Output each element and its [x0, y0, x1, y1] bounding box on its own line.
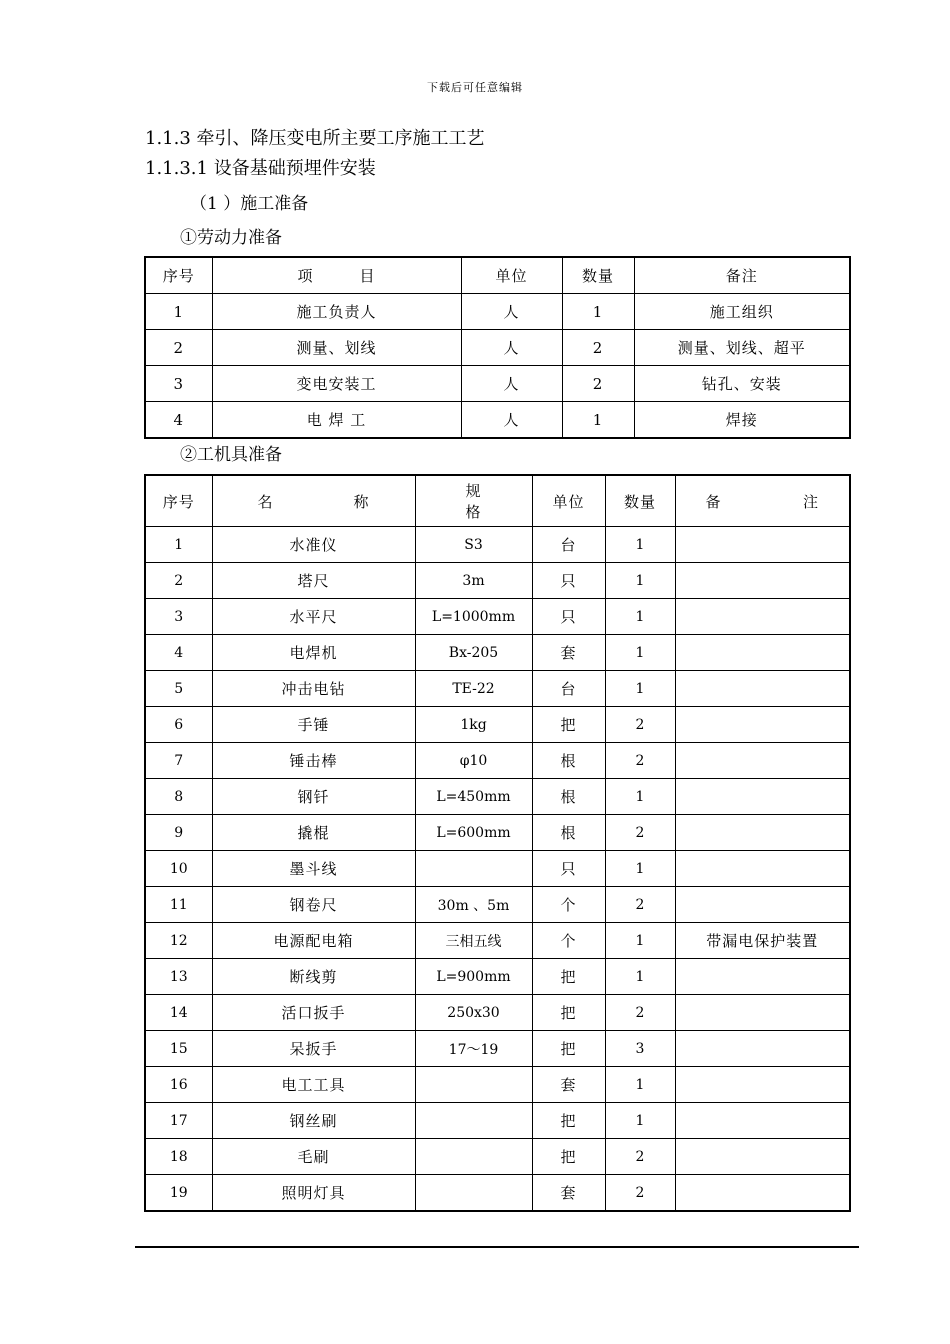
table-cell: 1: [605, 1103, 675, 1139]
table-cell: [675, 707, 850, 743]
table-row: [145, 779, 850, 815]
table-row: [145, 527, 850, 563]
table-cell: 1: [605, 671, 675, 707]
table-cell: 13: [145, 959, 212, 995]
header-cell: 备注: [634, 257, 850, 294]
table-cell: 3m: [415, 563, 532, 599]
table-cell: [675, 527, 850, 563]
table-cell: TE-22: [415, 671, 532, 707]
footer-rule: [135, 1246, 859, 1248]
table-cell: S3: [415, 527, 532, 563]
table-cell: 只: [532, 851, 605, 887]
table-cell: [675, 1175, 850, 1212]
table-cell: 毛刷: [212, 1139, 415, 1175]
table-header-row: [145, 257, 850, 294]
table-cell: [675, 743, 850, 779]
table-cell: [415, 1139, 532, 1175]
header-cell-part: 名: [257, 492, 274, 511]
table-cell: 台: [532, 671, 605, 707]
table-row: [145, 599, 850, 635]
table-cell: 8: [145, 779, 212, 815]
table-cell: [675, 671, 850, 707]
table-cell: 250x30: [415, 995, 532, 1031]
table-cell: 只: [532, 599, 605, 635]
table-cell: 把: [532, 707, 605, 743]
table-cell: 1: [562, 294, 634, 330]
table-row: [145, 330, 850, 366]
table-cell: 钻孔、安装: [634, 366, 850, 402]
table-cell: [675, 887, 850, 923]
table-cell: 变电安装工: [212, 366, 461, 402]
table-cell: 30m 、5m: [415, 887, 532, 923]
table-cell: 1: [605, 527, 675, 563]
table-cell: 16: [145, 1067, 212, 1103]
table-cell: 人: [461, 330, 562, 366]
table-cell: 手锤: [212, 707, 415, 743]
table-cell: 2: [562, 366, 634, 402]
table-row: [145, 707, 850, 743]
table-cell: 17～19: [415, 1031, 532, 1067]
table-cell: 1: [145, 527, 212, 563]
table-cell: 1: [605, 779, 675, 815]
table-cell: 撬棍: [212, 815, 415, 851]
table-cell: 2: [605, 743, 675, 779]
table-cell: 4: [145, 402, 212, 439]
table-cell: 2: [605, 887, 675, 923]
table-cell: 电焊机: [212, 635, 415, 671]
section-heading: 1.1.3 牵引、降压变电所主要工序施工工艺: [145, 128, 485, 149]
table-cell: 1kg: [415, 707, 532, 743]
table-cell: [675, 815, 850, 851]
table-cell: 呆扳手: [212, 1031, 415, 1067]
table-cell: 14: [145, 995, 212, 1031]
header-cell: [415, 475, 532, 527]
table-cell: 15: [145, 1031, 212, 1067]
table-cell: 钢钎: [212, 779, 415, 815]
table-cell: 5: [145, 671, 212, 707]
table-cell: 把: [532, 959, 605, 995]
table-cell: [415, 851, 532, 887]
table-cell: [415, 1103, 532, 1139]
table-cell: 3: [605, 1031, 675, 1067]
table-cell: 把: [532, 995, 605, 1031]
table-cell: 活口扳手: [212, 995, 415, 1031]
table-cell: 6: [145, 707, 212, 743]
subsection-heading: 1.1.3.1 设备基础预埋件安装: [145, 158, 376, 179]
header-cell-part: 注: [802, 492, 819, 511]
table-cell: 台: [532, 527, 605, 563]
labor-table: [144, 256, 851, 439]
table-cell: [675, 959, 850, 995]
table-cell: 钢卷尺: [212, 887, 415, 923]
table-row: [145, 671, 850, 707]
table-cell: 把: [532, 1103, 605, 1139]
table-header-row: [145, 475, 850, 527]
page-header: 下载后可任意编辑: [427, 81, 523, 94]
table-cell: 2: [605, 1139, 675, 1175]
table-cell: 把: [532, 1031, 605, 1067]
table-cell: 测量、划线、超平: [634, 330, 850, 366]
table-cell: [675, 995, 850, 1031]
table-cell: 电源配电箱: [212, 923, 415, 959]
table-row: [145, 635, 850, 671]
table-row: [145, 366, 850, 402]
table-cell: 套: [532, 1175, 605, 1212]
table-cell: 锤击棒: [212, 743, 415, 779]
table-cell: φ10: [415, 743, 532, 779]
table-cell: 电工工具: [212, 1067, 415, 1103]
table-cell: 水平尺: [212, 599, 415, 635]
table-cell: 1: [605, 1067, 675, 1103]
header-cell: 单位: [461, 257, 562, 294]
table-row: [145, 294, 850, 330]
table-cell: 断线剪: [212, 959, 415, 995]
table-cell: Bx-205: [415, 635, 532, 671]
table-row: [145, 923, 850, 959]
labor-title: ①劳动力准备: [180, 228, 282, 248]
table-cell: 7: [145, 743, 212, 779]
table-row: [145, 1103, 850, 1139]
table-cell: L=1000mm: [415, 599, 532, 635]
header-cell-part: 称: [353, 492, 370, 511]
table-cell: 人: [461, 402, 562, 439]
table-row: [145, 851, 850, 887]
tools-table: [144, 474, 851, 1212]
table-cell: 施工组织: [634, 294, 850, 330]
table-cell: 1: [605, 923, 675, 959]
header-cell: [212, 475, 415, 527]
header-cell: [675, 475, 850, 527]
table-cell: 1: [562, 402, 634, 439]
table-cell: [675, 1031, 850, 1067]
table-cell: 焊接: [634, 402, 850, 439]
table-cell: L=600mm: [415, 815, 532, 851]
table-cell: 墨斗线: [212, 851, 415, 887]
table-cell: 1: [605, 959, 675, 995]
table-cell: 2: [605, 707, 675, 743]
table-cell: 冲击电钻: [212, 671, 415, 707]
table-cell: 钢丝刷: [212, 1103, 415, 1139]
header-cell-part: 格: [465, 503, 482, 521]
table-row: [145, 1139, 850, 1175]
table-cell: 个: [532, 887, 605, 923]
table-cell: 测量、划线: [212, 330, 461, 366]
table-cell: 套: [532, 635, 605, 671]
table-cell: [675, 635, 850, 671]
table-cell: 根: [532, 779, 605, 815]
table-row: [145, 1175, 850, 1212]
table-cell: 人: [461, 294, 562, 330]
table-cell: [675, 1067, 850, 1103]
table-cell: L=900mm: [415, 959, 532, 995]
table-cell: 12: [145, 923, 212, 959]
table-cell: 17: [145, 1103, 212, 1139]
header-cell: 序号: [145, 475, 212, 527]
table-cell: 19: [145, 1175, 212, 1212]
table-cell: 1: [145, 294, 212, 330]
table-row: [145, 887, 850, 923]
table-cell: 1: [605, 851, 675, 887]
table-row: [145, 815, 850, 851]
table-cell: 照明灯具: [212, 1175, 415, 1212]
table-cell: 把: [532, 1139, 605, 1175]
table-cell: [675, 851, 850, 887]
table-cell: 2: [605, 815, 675, 851]
header-cell-part: 目: [359, 267, 376, 285]
table-cell: 套: [532, 1067, 605, 1103]
table-row: [145, 563, 850, 599]
table-cell: [675, 599, 850, 635]
header-cell: 单位: [532, 475, 605, 527]
table-cell: 2: [145, 330, 212, 366]
table-cell: 1: [605, 635, 675, 671]
table-cell: 9: [145, 815, 212, 851]
table-cell: 只: [532, 563, 605, 599]
header-cell-part: 备: [705, 492, 722, 511]
table-cell: [675, 563, 850, 599]
tools-title: ②工机具准备: [180, 445, 282, 465]
table-cell: 塔尺: [212, 563, 415, 599]
table-cell: [415, 1067, 532, 1103]
table-cell: L=450mm: [415, 779, 532, 815]
header-cell: 序号: [145, 257, 212, 294]
table-cell: 2: [145, 563, 212, 599]
step-heading: （1 ）施工准备: [190, 194, 309, 214]
table-cell: 带漏电保护装置: [675, 923, 850, 959]
table-cell: 人: [461, 366, 562, 402]
header-cell-part: 规: [465, 482, 482, 500]
table-cell: 电 焊 工: [212, 402, 461, 439]
table-cell: 1: [605, 563, 675, 599]
table-cell: 3: [145, 366, 212, 402]
table-cell: 2: [562, 330, 634, 366]
header-cell: 数量: [605, 475, 675, 527]
table-cell: 18: [145, 1139, 212, 1175]
table-cell: 三相五线: [415, 923, 532, 959]
table-cell: 根: [532, 815, 605, 851]
table-row: [145, 1031, 850, 1067]
table-cell: 2: [605, 995, 675, 1031]
table-cell: 1: [605, 599, 675, 635]
table-cell: 3: [145, 599, 212, 635]
header-cell: 数量: [562, 257, 634, 294]
table-cell: [675, 779, 850, 815]
table-cell: 10: [145, 851, 212, 887]
table-row: [145, 995, 850, 1031]
table-cell: 4: [145, 635, 212, 671]
table-cell: [415, 1175, 532, 1212]
table-cell: 根: [532, 743, 605, 779]
table-cell: [675, 1139, 850, 1175]
header-cell: [212, 257, 461, 294]
table-cell: 施工负责人: [212, 294, 461, 330]
header-cell-part: 项: [297, 267, 314, 285]
table-row: [145, 959, 850, 995]
table-row: [145, 743, 850, 779]
table-row: [145, 1067, 850, 1103]
table-cell: 个: [532, 923, 605, 959]
table-row: [145, 402, 850, 439]
table-cell: 11: [145, 887, 212, 923]
table-cell: 水准仪: [212, 527, 415, 563]
table-cell: 2: [605, 1175, 675, 1212]
table-cell: [675, 1103, 850, 1139]
